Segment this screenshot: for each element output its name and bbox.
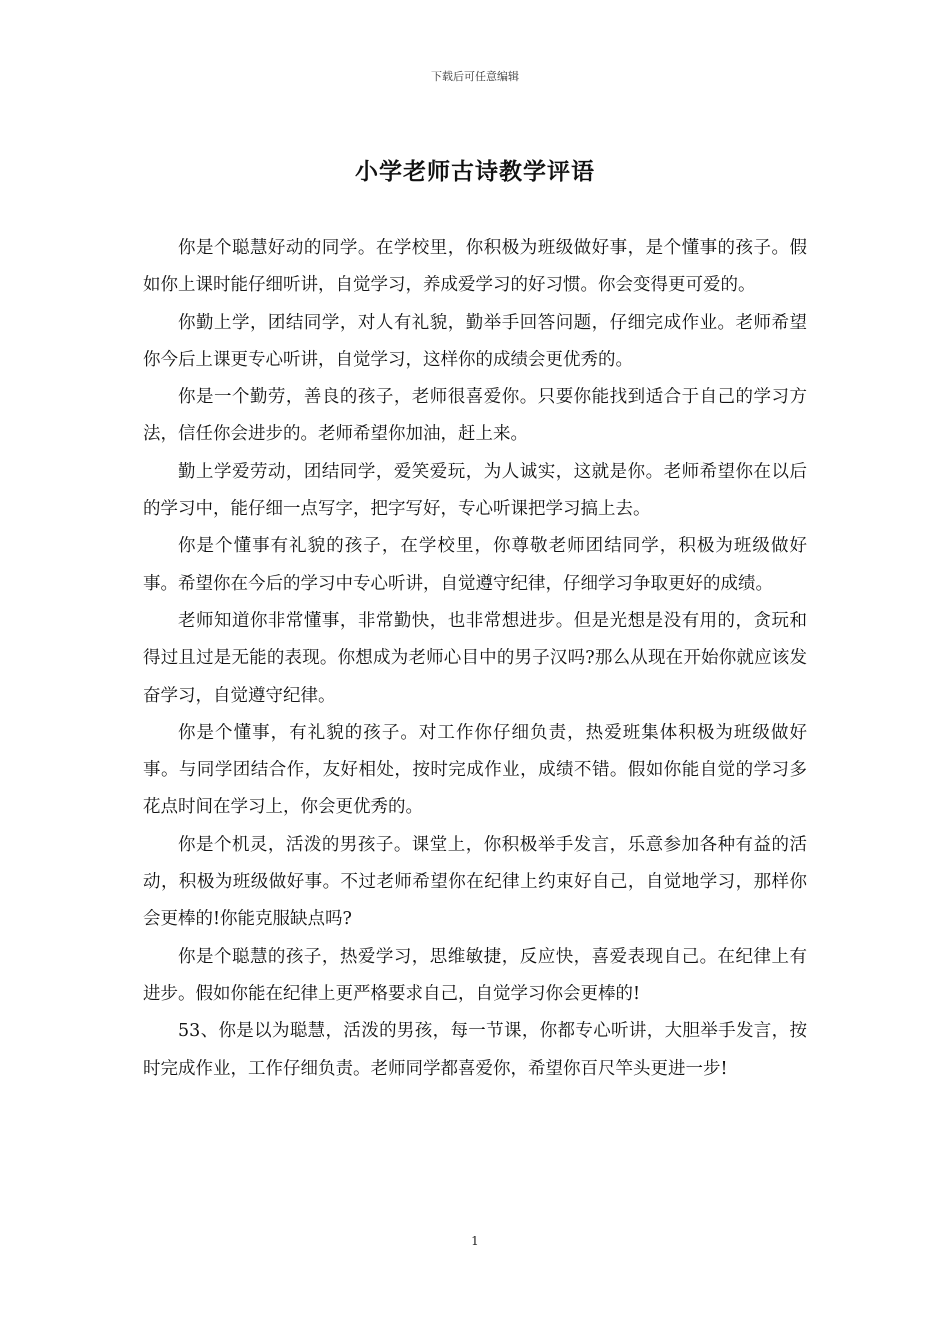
paragraph: 你是个懂事，有礼貌的孩子。对工作你仔细负责，热爱班集体积极为班级做好事。与同学团结合作，友好相处，按时完成作业，成绩不错。假如你能自觉的学习多花点时间在学习上，你会更优秀的。 xyxy=(143,722,807,818)
paragraph: 你是个懂事有礼貌的孩子，在学校里，你尊敬老师团结同学，积极为班级做好事。希望你在今后的学习中专心听讲，自觉遵守纪律，仔细学习争取更好的成绩。 xyxy=(143,536,807,594)
paragraph: 你是个聪慧的孩子，热爱学习，思维敏捷，反应快，喜爱表现自己。在纪律上有进步。假如你能在纪律上更严格要求自己，自觉学习你会更棒的! xyxy=(143,946,807,1004)
page-number: 1 xyxy=(471,1234,479,1248)
paragraph: 你是个机灵，活泼的男孩子。课堂上，你积极举手发言，乐意参加各种有益的活动，积极为班级做好事。不过老师希望你在纪律上约束好自己，自觉地学习，那样你会更棒的!你能克服缺点吗? xyxy=(143,834,807,930)
paragraph: 你是个聪慧好动的同学。在学校里，你积极为班级做好事，是个懂事的孩子。假如你上课时能仔细听讲，自觉学习，养成爱学习的好习惯。你会变得更可爱的。 xyxy=(143,238,807,296)
paragraph: 勤上学爱劳动，团结同学，爱笑爱玩，为人诚实，这就是你。老师希望你在以后的学习中，能仔细一点写字，把字写好，专心听课把学习搞上去。 xyxy=(143,461,807,520)
paragraph: 你是一个勤劳，善良的孩子，老师很喜爱你。只要你能找到适合于自己的学习方法，信任你会进步的。老师希望你加油，赶上来。 xyxy=(143,387,807,445)
paragraph: 老师知道你非常懂事，非常勤快，也非常想进步。但是光想是没有用的，贪玩和得过且过是无能的表现。你想成为老师心目中的男子汉吗?那么从现在开始你就应该发奋学习，自觉遵守纪律。 xyxy=(143,610,807,706)
header-note: 下载后可任意编辑 xyxy=(431,70,519,83)
page-title: 小学老师古诗教学评语 xyxy=(355,159,595,185)
body-text xyxy=(143,230,807,1088)
paragraph: 你勤上学，团结同学，对人有礼貌，勤举手回答问题，仔细完成作业。老师希望你今后上课更专心听讲，自觉学习，这样你的成绩会更优秀的。 xyxy=(143,312,807,370)
paragraph: 53、你是以为聪慧，活泼的男孩，每一节课，你都专心听讲，大胆举手发言，按时完成作业，工作仔细负责。老师同学都喜爱你，希望你百尺竿头更进一步! xyxy=(143,1021,807,1079)
